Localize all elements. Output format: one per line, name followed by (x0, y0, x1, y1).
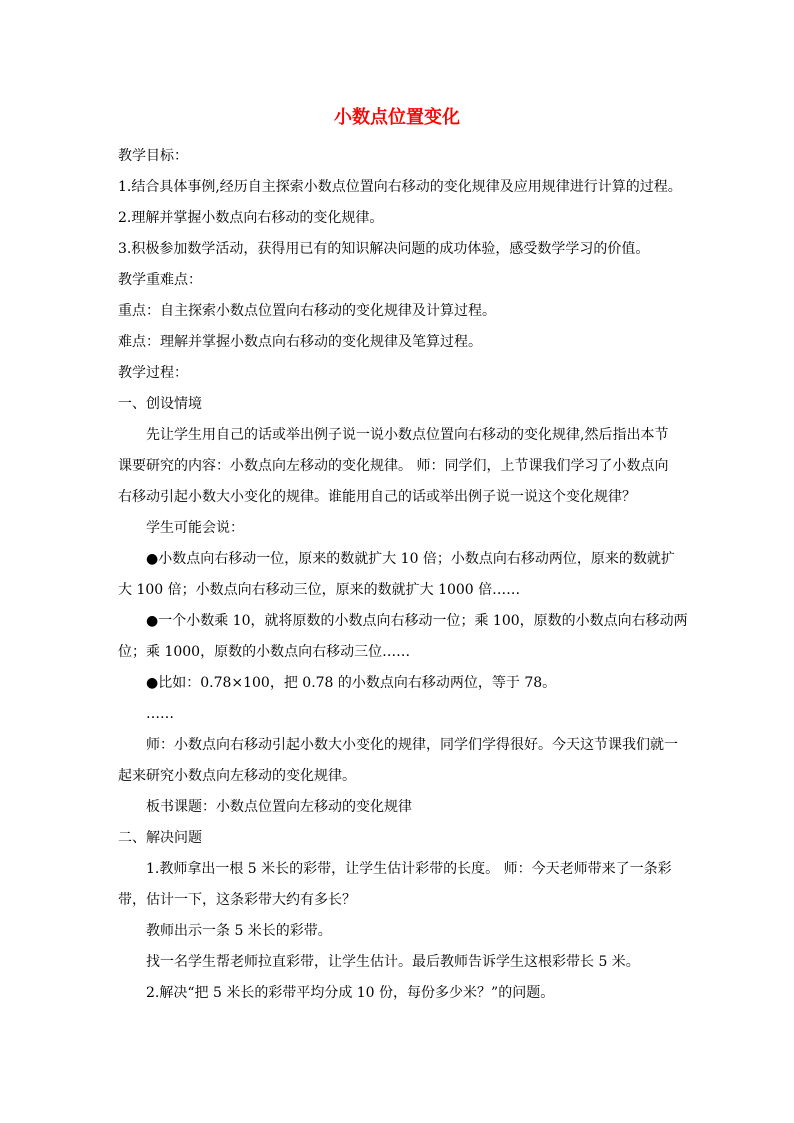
section-heading-objectives: 教学目标： (118, 148, 188, 164)
part-heading-solve: 二、解决问题 (118, 830, 202, 846)
paragraph-line: 师：小数点向右移动引起小数大小变化的规律，同学们学得很好。今天这节课我们就一 (146, 737, 678, 753)
paragraph-line: 2.解决“把 5 米长的彩带平均分成 10 份，每份多少米？”的问题。 (146, 985, 555, 1001)
objective-1: 1.结合具体事例,经历自主探索小数点位置向右移动的变化规律及应用规律进行计算的过程。 (118, 179, 682, 195)
document-title: 小数点位置变化 (334, 107, 460, 128)
paragraph-line: 右移动引起小数大小变化的规律。谁能用自己的话或举出例子说一说这个变化规律？ (118, 489, 636, 505)
bullet-item-continued: 位；乘 1000，原数的小数点向右移动三位…… (118, 644, 411, 660)
ellipsis-line: …… (146, 706, 174, 722)
paragraph-line: 起来研究小数点向左移动的变化规律。 (118, 768, 356, 784)
key-point: 重点：自主探索小数点位置向右移动的变化规律及计算过程。 (118, 303, 496, 319)
difficult-point: 难点：理解并掌握小数点向右移动的变化规律及笔算过程。 (118, 334, 482, 350)
section-heading-process: 教学过程： (118, 365, 188, 381)
objective-2: 2.理解并掌握小数点向右移动的变化规律。 (118, 210, 384, 226)
paragraph-line: 先让学生用自己的话或举出例子说一说小数点位置向右移动的变化规律,然后指出本节 (146, 427, 669, 443)
bullet-item: ●一个小数乘 10，就将原数的小数点向右移动一位；乘 100，原数的小数点向右移动两 (146, 613, 688, 629)
paragraph-line: 课要研究的内容：小数点向左移动的变化规律。 师：同学们，上节课我们学习了小数点向 (118, 458, 669, 474)
paragraph-line: 找一名学生帮老师拉直彩带，让学生估计。最后教师告诉学生这根彩带长 5 米。 (146, 954, 640, 970)
paragraph-line: 1.教师拿出一根 5 米长的彩带，让学生估计彩带的长度。 师：今天老师带来了一条彩 (146, 861, 672, 877)
section-heading-key-points: 教学重难点： (118, 272, 202, 288)
bullet-item-continued: 大 100 倍；小数点向右移动三位，原来的数就扩大 1000 倍…… (118, 582, 521, 598)
objective-3: 3.积极参加数学活动，获得用已有的知识解决问题的成功体验，感受数学学习的价值。 (118, 241, 650, 257)
paragraph-line: 学生可能会说： (146, 520, 244, 536)
paragraph-line: 教师出示一条 5 米长的彩带。 (146, 923, 332, 939)
part-heading-scenario: 一、创设情境 (118, 396, 202, 412)
paragraph-line: 带，估计一下，这条彩带大约有多长？ (118, 892, 356, 908)
bullet-item: ●比如：0.78×100，把 0.78 的小数点向右移动两位，等于 78。 (146, 675, 557, 691)
bullet-item: ●小数点向右移动一位，原来的数就扩大 10 倍；小数点向右移动两位，原来的数就扩 (146, 551, 675, 567)
board-title-line: 板书课题：小数点位置向左移动的变化规律 (146, 799, 412, 815)
